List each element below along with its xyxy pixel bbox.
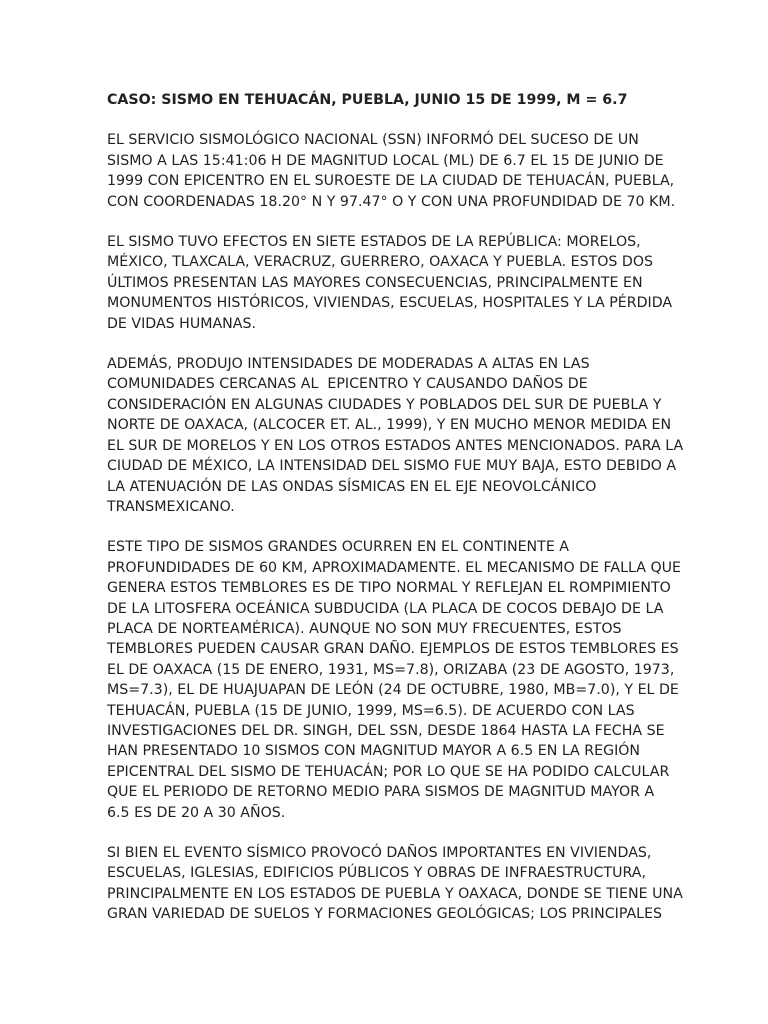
- paragraph-line: SISMO A LAS 15:41:06 H DE MAGNITUD LOCAL (ML) DE 6.7 EL 15 DE JUNIO DE: [107, 152, 664, 169]
- paragraph-line: PRINCIPALMENTE EN LOS ESTADOS DE PUEBLA Y OAXACA, DONDE SE TIENE UNA: [107, 885, 683, 902]
- paragraph-line: ÚLTIMOS PRESENTAN LAS MAYORES CONSECUENCIAS, PRINCIPALMENTE EN: [107, 274, 643, 291]
- paragraph-line: PROFUNDIDADES DE 60 KM, APROXIMADAMENTE. EL MECANISMO DE FALLA QUE: [107, 559, 681, 576]
- paragraph-line: DE VIDAS HUMANAS.: [107, 315, 257, 332]
- paragraph-line: EL SERVICIO SISMOLÓGICO NACIONAL (SSN) INFORMÓ DEL SUCESO DE UN: [107, 132, 639, 149]
- paragraph-line: MONUMENTOS HISTÓRICOS, VIVIENDAS, ESCUELAS, HOSPITALES Y LA PÉRDIDA: [107, 295, 673, 312]
- paragraph-1: [107, 130, 676, 212]
- paragraph-line: NORTE DE OAXACA, (ALCOCER ET. AL., 1999), Y EN MUCHO MENOR MEDIDA EN: [107, 417, 672, 434]
- paragraph-line: HAN PRESENTADO 10 SISMOS CON MAGNITUD MAYOR A 6.5 EN LA REGIÓN: [107, 743, 641, 760]
- paragraph-line: CONSIDERACIÓN EN ALGUNAS CIUDADES Y POBLADOS DEL SUR DE PUEBLA Y: [107, 396, 662, 413]
- paragraph-line: CIUDAD DE MÉXICO, LA INTENSIDAD DEL SISMO FUE MUY BAJA, ESTO DEBIDO A: [107, 458, 677, 475]
- paragraph-line: EL DE OAXACA (15 DE ENERO, 1931, MS=7.8), ORIZABA (23 DE AGOSTO, 1973,: [107, 661, 675, 678]
- document-title: CASO: SISMO EN TEHUACÁN, PUEBLA, JUNIO 15 DE 1999, M = 6.7: [107, 92, 628, 108]
- document-body: [107, 130, 684, 924]
- paragraph-3: [107, 354, 684, 517]
- paragraph-line: ESCUELAS, IGLESIAS, EDIFICIOS PÚBLICOS Y OBRAS DE INFRAESTRUCTURA,: [107, 865, 646, 882]
- paragraph-line: EL SISMO TUVO EFECTOS EN SIETE ESTADOS DE LA REPÚBLICA: MORELOS,: [107, 234, 641, 251]
- paragraph-line: GENERA ESTOS TEMBLORES ES DE TIPO NORMAL Y REFLEJAN EL ROMPIMIENTO: [107, 580, 671, 597]
- paragraph-line: QUE EL PERIODO DE RETORNO MEDIO PARA SISMOS DE MAGNITUD MAYOR A: [107, 784, 655, 801]
- paragraph-line: EL SUR DE MORELOS Y EN LOS OTROS ESTADOS ANTES MENCIONADOS. PARA LA: [107, 437, 684, 454]
- paragraph-line: MÉXICO, TLAXCALA, VERACRUZ, GUERRERO, OAXACA Y PUEBLA. ESTOS DOS: [107, 254, 654, 271]
- paragraph-line: SI BIEN EL EVENTO SÍSMICO PROVOCÓ DAÑOS IMPORTANTES EN VIVIENDAS,: [107, 845, 652, 861]
- paragraph-5: [107, 843, 683, 925]
- paragraph-line: LA ATENUACIÓN DE LAS ONDAS SÍSMICAS EN EL EJE NEOVOLCÁNICO: [107, 478, 597, 495]
- document-page: [107, 90, 684, 945]
- paragraph-line: TEMBLORES PUEDEN CAUSAR GRAN DAÑO. EJEMPLOS DE ESTOS TEMBLORES ES: [107, 641, 679, 658]
- paragraph-line: MS=7.3), EL DE HUAJUAPAN DE LEÓN (24 DE OCTUBRE, 1980, MB=7.0), Y EL DE: [107, 682, 679, 699]
- paragraph-line: PLACA DE NORTEAMÉRICA). AUNQUE NO SON MUY FRECUENTES, ESTOS: [107, 620, 622, 637]
- paragraph-line: DE LA LITOSFERA OCEÁNICA SUBDUCIDA (LA PLACA DE COCOS DEBAJO DE LA: [107, 600, 664, 617]
- paragraph-line: TRANSMEXICANO.: [107, 498, 235, 515]
- paragraph-2: [107, 232, 673, 334]
- paragraph-4: [107, 537, 681, 823]
- paragraph-line: ADEMÁS, PRODUJO INTENSIDADES DE MODERADAS A ALTAS EN LAS: [107, 356, 590, 373]
- paragraph-line: ESTE TIPO DE SISMOS GRANDES OCURREN EN EL CONTINENTE A: [107, 539, 570, 556]
- paragraph-line: 1999 CON EPICENTRO EN EL SUROESTE DE LA CIUDAD DE TEHUACÁN, PUEBLA,: [107, 173, 675, 190]
- paragraph-line: GRAN VARIEDAD DE SUELOS Y FORMACIONES GEOLÓGICAS; LOS PRINCIPALES: [107, 906, 663, 923]
- paragraph-line: EPICENTRAL DEL SISMO DE TEHUACÁN; POR LO QUE SE HA PODIDO CALCULAR: [107, 763, 670, 780]
- paragraph-line: TEHUACÁN, PUEBLA (15 DE JUNIO, 1999, MS=6.5). DE ACUERDO CON LAS: [107, 702, 635, 719]
- paragraph-line: INVESTIGACIONES DEL DR. SINGH, DEL SSN, DESDE 1864 HASTA LA FECHA SE: [107, 722, 665, 739]
- paragraph-line: CON COORDENADAS 18.20° N Y 97.47° O Y CON UNA PROFUNDIDAD DE 70 KM.: [107, 193, 676, 210]
- paragraph-line: 6.5 ES DE 20 A 30 AÑOS.: [107, 804, 286, 821]
- paragraph-line: COMUNIDADES CERCANAS AL EPICENTRO Y CAUSANDO DAÑOS DE: [107, 376, 588, 393]
